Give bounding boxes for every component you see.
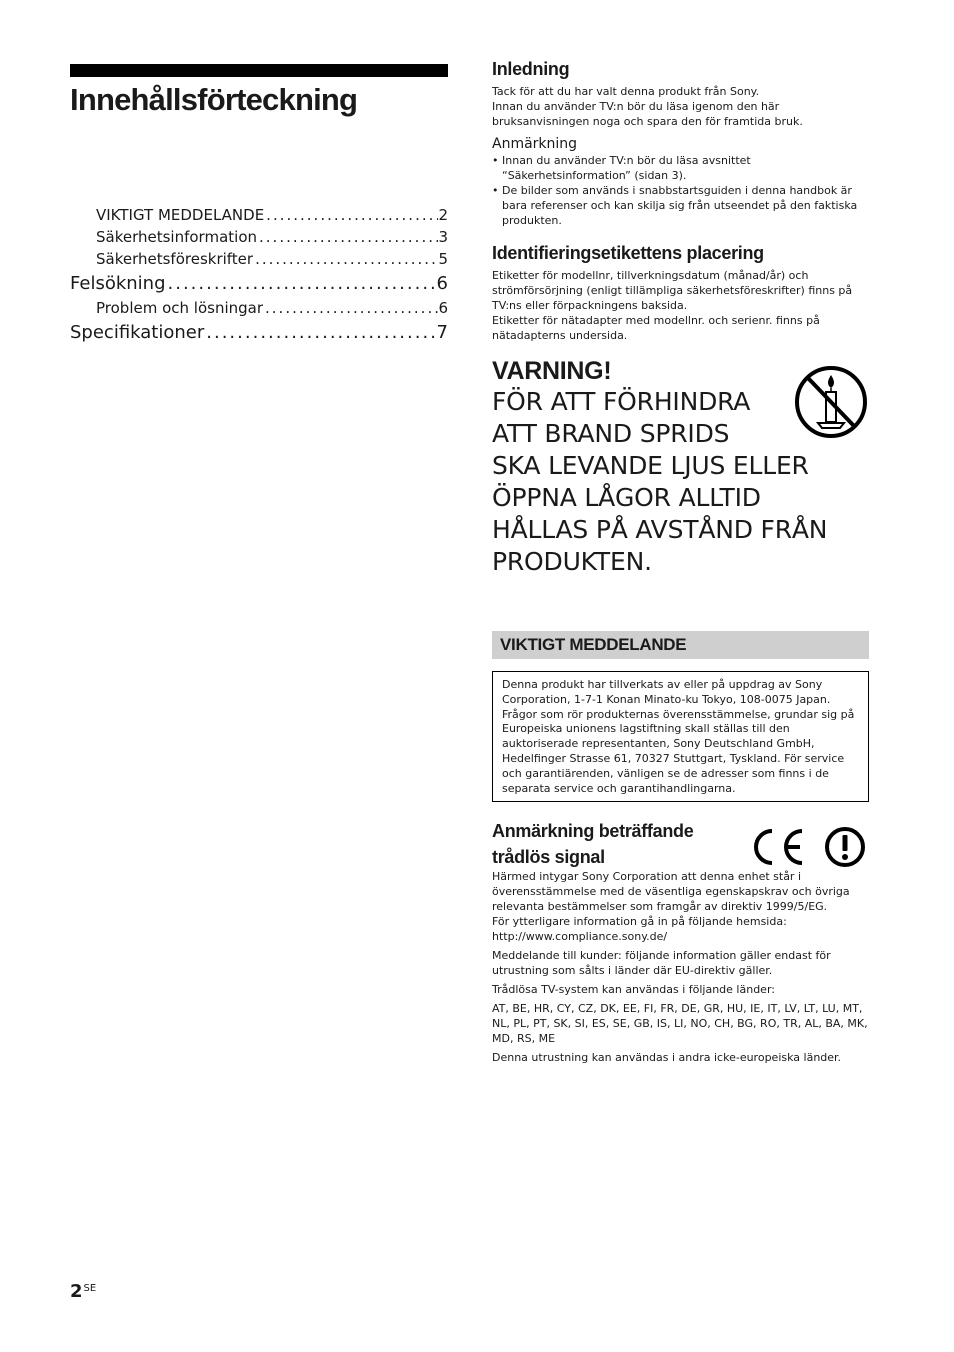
toc-entry-page: 6: [438, 299, 448, 317]
label-location-section: [492, 242, 870, 343]
wireless-paragraph: Härmed intygar Sony Corporation att denna enhet står i överensstämmelse med de väsentliga egenskapskrav och övriga relevanta bestämmelser som framgår av direktiv 1999/5/EG.: [492, 870, 850, 913]
wireless-paragraph: För ytterligare information gå in på följande hemsida:: [492, 915, 787, 928]
notice-box: Denna produkt har tillverkats av eller på uppdrag av Sony Corporation, 1-7-1 Konan Minato-ku Tokyo, 108-0075 Japan. Frågor som rör produkternas överensstämmelse, grundar sig på Europeiska unionens lagstiftning skall ställas till den auktoriserade representanten, Sony Deutschland GmbH, Hedelfinger Strasse 61, 70327 Stuttgart, Tyskland. För service och garantiärenden, vänligen se de adresser som finns i de separata service och garantihandlingarna.: [492, 671, 869, 802]
country-list: AT, BE, HR, CY, CZ, DK, EE, FI, FR, DE, GR, HU, IE, IT, LV, LT, LU, MT, NL, PL, PT, SK, SI, ES, SE, GB, IS, LI, NO, CH, BG, RO, TR, AL, BA, MK, MD, RS, ME: [492, 1002, 868, 1045]
note-item: • Innan du använder TV:n bör du läsa avsnittet “Säkerhetsinformation” (sidan 3).: [492, 153, 870, 183]
notice-heading: VIKTIGT MEDDELANDE: [500, 635, 687, 654]
intro-text: Tack för att du har valt denna produkt från Sony.: [492, 85, 760, 98]
toc-entry-felsokning[interactable]: [70, 270, 448, 297]
toc-entry-page: 3: [438, 228, 448, 246]
warning-line: ATT BRAND SPRIDS: [492, 419, 730, 448]
page-title: Innehållsförteckning: [70, 82, 358, 117]
notice-heading-bar: [492, 631, 869, 659]
intro-heading: Inledning: [492, 59, 570, 79]
warning-line: HÅLLAS PÅ AVSTÅND FRÅN: [492, 515, 828, 544]
toc-entry-page: 5: [438, 250, 448, 268]
intro-section: [492, 58, 870, 228]
note-list: [492, 153, 870, 228]
toc-entry-page: 7: [436, 322, 448, 343]
toc-entry-label: VIKTIGT MEDDELANDE: [96, 206, 265, 224]
wireless-body: [492, 869, 870, 1069]
toc-entry-label: Specifikationer: [70, 322, 205, 343]
page-number: [70, 1281, 96, 1302]
warning-title: VARNING!: [492, 357, 612, 385]
alert-icon: [824, 826, 866, 868]
toc-entry-label: Säkerhetsföreskrifter: [96, 250, 254, 268]
note-item: • De bilder som används i snabbstartsguiden i denna handbok är bara referenser och kan skilja sig från utseendet på den faktiska produkten.: [492, 183, 870, 228]
toc-entry-specifikationer[interactable]: [70, 319, 448, 346]
label-location-heading: Identifieringsetikettens placering: [492, 243, 764, 263]
intro-text: Innan du använder TV:n bör du läsa igenom den här bruksanvisningen noga och spara den för framtida bruk.: [492, 100, 803, 128]
wireless-heading-line: trådlös signal: [492, 847, 605, 867]
warning-line: ÖPPNA LÅGOR ALLTID: [492, 483, 761, 512]
note-heading: Anmärkning: [492, 136, 578, 152]
wireless-paragraph: Trådlösa TV-system kan användas i följande länder:: [492, 983, 775, 996]
toc-leader: [166, 270, 437, 297]
toc-entry-page: 2: [438, 206, 448, 224]
label-location-text: Etiketter för modellnr, tillverkningsdatum (månad/år) och strömförsörjning (enligt tillämpliga säkerhetsföreskrifter) finns på TV:ns eller förpackningens baksida.: [492, 269, 853, 312]
wireless-heading: [492, 818, 732, 870]
toc-leader: [253, 248, 438, 270]
toc-leader: [257, 226, 438, 248]
toc-entry-problem-och-losningar[interactable]: [70, 297, 448, 319]
title-rule: [70, 64, 448, 77]
toc-entry-sakerhetsforeskrifter[interactable]: [70, 248, 448, 270]
toc-entry-page: 6: [436, 273, 448, 294]
toc-entry-label: Säkerhetsinformation: [96, 228, 258, 246]
wireless-paragraph: Denna utrustning kan användas i andra icke-europeiska länder.: [492, 1051, 842, 1064]
compliance-link[interactable]: http://www.compliance.sony.de/: [492, 930, 668, 943]
toc-entry-viktigt-meddelande[interactable]: [70, 204, 448, 226]
no-open-flame-icon: [794, 365, 868, 439]
page-number-suffix: SE: [83, 1283, 97, 1294]
toc-entry-sakerhetsinformation[interactable]: [70, 226, 448, 248]
label-location-text: Etiketter för nätadapter med modellnr. och serienr. finns på nätadapterns undersida.: [492, 314, 820, 342]
toc-entry-label: Felsökning: [70, 273, 166, 294]
wireless-paragraph: Meddelande till kunder: följande information gäller endast för utrustning som sålts i länder där EU-direktiv gäller.: [492, 949, 831, 977]
warning-line: SKA LEVANDE LJUS ELLER: [492, 451, 809, 480]
toc-leader: [204, 319, 436, 346]
toc-entry-label: Problem och lösningar: [96, 299, 264, 317]
toc-leader: [263, 297, 438, 319]
warning-line: FÖR ATT FÖRHINDRA: [492, 387, 751, 416]
toc-list: [70, 204, 448, 346]
wireless-heading-line: Anmärkning beträffande: [492, 821, 694, 841]
page-number-value: 2: [70, 1281, 83, 1302]
warning-line: PRODUKTEN.: [492, 547, 652, 576]
ce-mark-icon: [748, 827, 806, 867]
toc-leader: [264, 204, 438, 226]
